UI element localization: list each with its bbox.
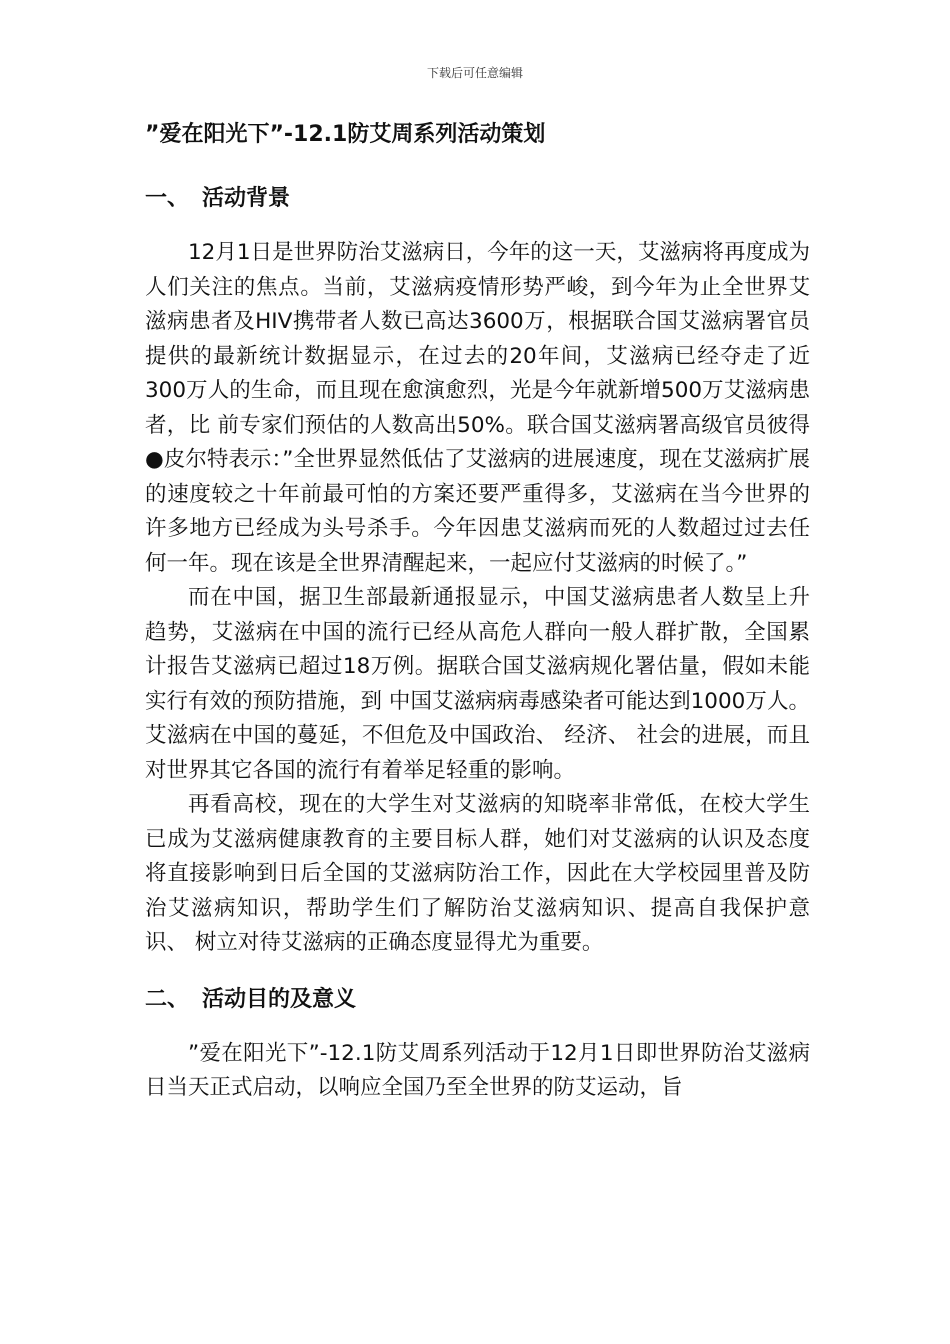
section-title: 活动背景 — [202, 186, 291, 211]
paragraph: 而在中国，据卫生部最新通报显示，中国艾滋病患者人数呈上升趋势，艾滋病在中国的流行已经从高危人群向一般人群扩散，全国累计报告艾滋病已超过18万例。据联合国艾滋病规化署估量，假如未能实行有效的预防措施，到 中国艾滋病病毒感染者可能达到1000万人。艾滋病在中国的蔓延，不但危及中国政治、 经济、 社会的进展，而且对世界其它各国的流行有着举足轻重的影响。 — [145, 585, 810, 783]
paragraph: ”爱在阳光下”-12.1防艾周系列活动于12月1日即世界防治艾滋病日当天正式启动，以响应全国乃至全世界的防艾运动，旨 — [145, 1040, 810, 1100]
page-header: 下载后可任意编辑 — [426, 66, 523, 80]
section-background — [145, 182, 810, 961]
document-body — [145, 118, 810, 1106]
section-heading — [145, 983, 810, 1017]
section-title: 活动目的及意义 — [202, 986, 357, 1012]
paragraph: 再看高校，现在的大学生对艾滋病的知晓率非常低，在校大学生已成为艾滋病健康教育的主要目标人群，她们对艾滋病的认识及态度将直接影响到日后全国的艾滋病防治工作，因此在大学校园里普及防治艾滋病知识，帮助学生们了解防治艾滋病知识、提高自我保护意识、 树立对待艾滋病的正确态度显得尤为重要。 — [145, 792, 810, 955]
section-purpose — [145, 983, 810, 1106]
section-spacer — [145, 961, 810, 983]
section-number: 一、 — [145, 186, 190, 211]
document-title: ”爱在阳光下”-12.1防艾周系列活动策划 — [145, 122, 546, 147]
section-heading — [145, 182, 810, 216]
section-number: 二、 — [145, 986, 190, 1012]
paragraph: 12月1日是世界防治艾滋病日，今年的这一天，艾滋病将再度成为人们关注的焦点。当前，艾滋病疫情形势严峻，到今年为止全世界艾滋病患者及HIV携带者人数已高达3600万，根据联合国艾滋病署官员提供的最新统计数据显示，在过去的20年间，艾滋病已经夺走了近300万人的生命，而且现在愈演愈烈，光是今年就新增500万艾滋病患者，比 前专家们预估的人数高出50%。联合国艾滋病署高级官员彼得●皮尔特表示：”全世界显然低估了艾滋病的进展速度，现在艾滋病扩展的速度较之十年前最可怕的方案还要严重得多，艾滋病在当今世界的许多地方已经成为头号杀手。今年因患艾滋病而死的人数超过过去任何一年。现在该是全世界清醒起来，一起应付艾滋病的时候了。” — [145, 240, 810, 576]
